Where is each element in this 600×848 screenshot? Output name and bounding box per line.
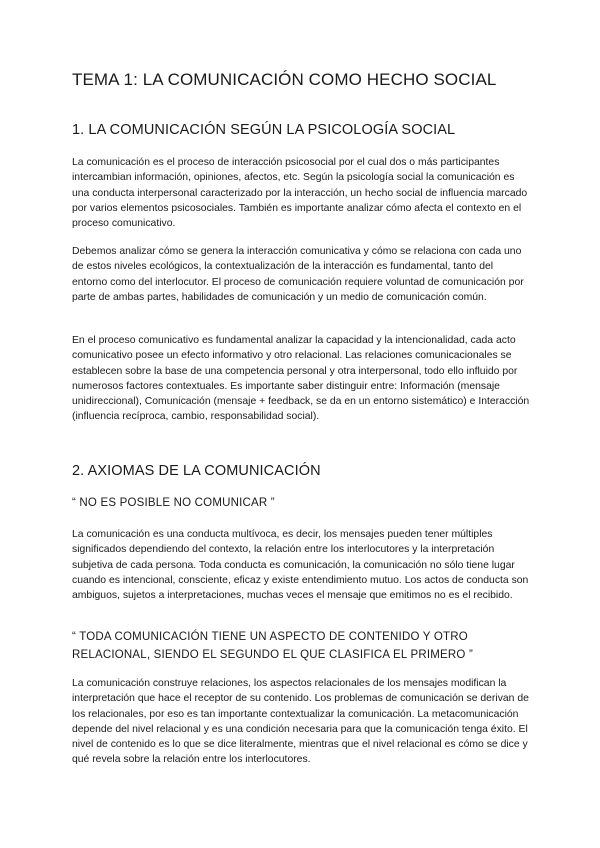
paragraph-conducta-multivoca: La comunicación es una conducta multívoca, es decir, los mensajes pueden tener múltiples significados dependiendo del contexto, la relación entre los interlocutores y la interpretación subjetiva de cada persona. Toda conducta es comunicación, la comunicación no sólo tiene lugar cuando es intencional, consciente, eficaz y existe entendimiento mutuo. Los actos de conducta son ambiguos, sujetos a interpretaciones, muchas veces el mensaje que emitimos no es el recibido. bbox=[72, 529, 529, 602]
section-heading-axiomas: 2. AXIOMAS DE LA COMUNICACIÓN bbox=[72, 463, 321, 479]
document-title: TEMA 1: LA COMUNICACIÓN COMO HECHO SOCIAL bbox=[72, 70, 497, 89]
paragraph-proceso-comunicativo: En el proceso comunicativo es fundamental analizar la capacidad y la intencionalidad, cada acto comunicativo posee un efecto informativo y otro relacional. Las relaciones comunicacionales se establecen sobre la base de una competencia personal y otra interpersonal, todo ello influido por numerosos factores contextuales. Es importante saber distinguir entre: Información (mensaje unidireccional), Comunicación (mensaje + feedback, se da en un entorno sistemático) e Interacción (influencia recíproca, cambio, responsabilidad social). bbox=[72, 335, 530, 423]
paragraph-interaccion: Debemos analizar cómo se genera la interacción comunicativa y cómo se relaciona con cada uno de estos niveles ecológicos, la contextualización de la interacción es fundamental, tanto del entorno como del interlocutor. El proceso de comunicación requiere voluntad de comunicación por parte de ambas partes, habilidades de comunicación y un medio de comunicación común. bbox=[72, 246, 524, 303]
axiom-title-contenido-relacional: “ TODA COMUNICACIÓN TIENE UN ASPECTO DE CONTENIDO Y OTRO RELACIONAL, SIENDO EL SEGUNDO EL QUE CLASIFICA EL PRIMERO ” bbox=[72, 631, 473, 661]
section-heading-psicologia-social: 1. LA COMUNICACIÓN SEGÚN LA PSICOLOGÍA SOCIAL bbox=[72, 122, 456, 138]
paragraph-definicion: La comunicación es el proceso de interacción psicosocial por el cual dos o más participantes intercambian información, opiniones, afectos, etc. Según la psicología social la comunicación es una conducta interpersonal caracterizado por la interacción, un hecho social de influencia marcado por varios elementos psicosociales. También es importante analizar cómo afecta el contexto en el proceso comunicativo. bbox=[72, 157, 528, 230]
axiom-title-no-comunicar: “ NO ES POSIBLE NO COMUNICAR ” bbox=[72, 497, 275, 509]
paragraph-construye-relaciones: La comunicación construye relaciones, los aspectos relacionales de los mensajes modifican la interpretación que hace el receptor de su contenido. Los problemas de comunicación se derivan de los relacionales, por eso es tan importante contextualizar la comunicación. La metacomunicación depende del nivel relacional y es una condición necesaria para que la comunicación tenga éxito. El nivel de contenido es lo que se dice literalmente, mientras que el nivel relacional es cómo se dice y qué revela sobre la relación entre los interlocutores. bbox=[72, 678, 529, 766]
